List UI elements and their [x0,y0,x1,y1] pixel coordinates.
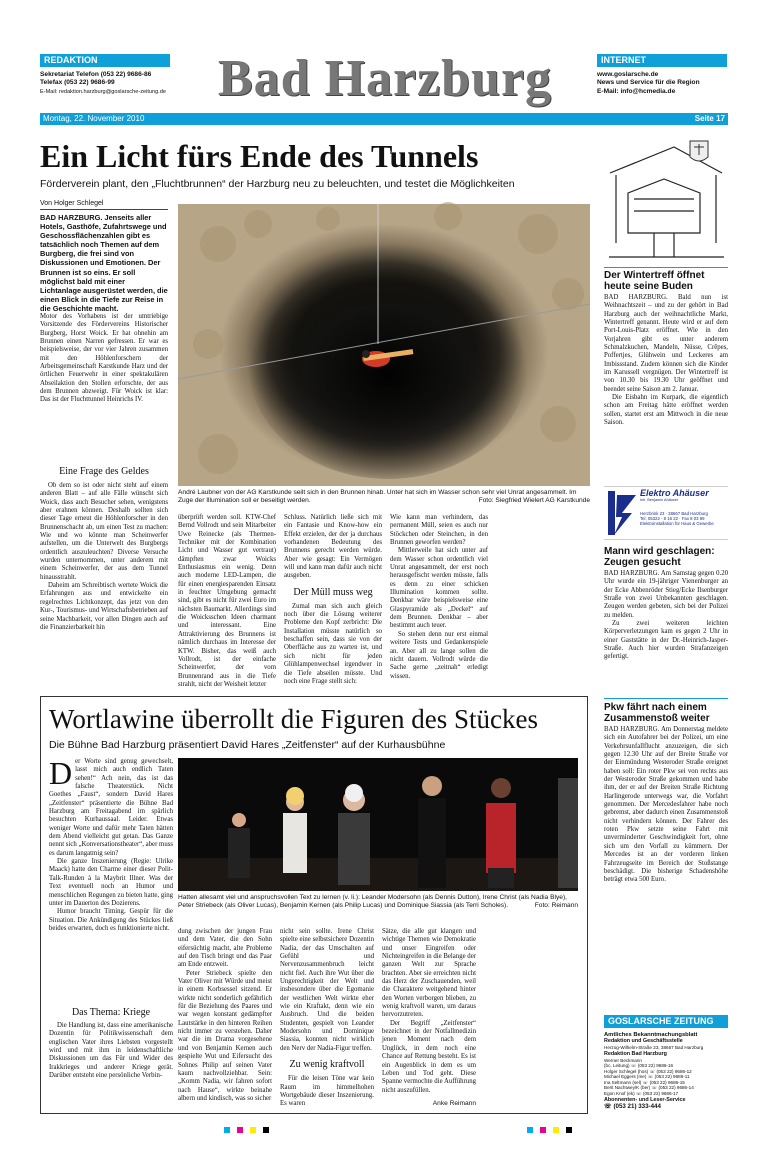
redaktion-line: Sekretariat Telefon (053 22) 9686-86 [40,71,152,78]
author-reimann: Anke Reimann [432,1100,476,1107]
actor-2 [283,787,307,873]
subheading-kraftvoll: Zu wenig kraftvoll [289,1059,365,1071]
lightning-logo-icon [608,491,638,535]
article1-col1b: Ob dem so ist oder nicht steht auf einem anderen Blatt – auf alle Fälle wünscht sich Woick, dass auch Besucher sehen, wenigstens aber erahnen können. Deshalb sollten sich dieser Tage erneut die Höhlenforscher in den Brunnenschacht ab, um einen Test zu machen: Wie und wo könnte man Scheinwerfer aufstellen, um die Unterwelt des Burgbergs ordentlich auszuleuchten? Diverse Versuche wurden unternommen, unter anderem mit einem Scheinwerfer, der aus dem Tunnel hinausstrahlt. Daheim am Schreibtisch wertete Woick die Erfahrungen aus und entwickelte ein regelrechtes Lichtkonzept, das jetzt von den Kur-, Tourismus- und Wirtschaftsbetrieben auf seine Machbarkeit, vor allen Dingen auch auf die Finanzierbarkeit hin [40,482,168,631]
actor-5 [486,778,516,888]
magenta-mark [237,1127,243,1133]
yellow-mark [250,1127,256,1133]
headline-mann: Mann wird geschlagen: Zeugen gesucht [604,546,715,568]
news-mann-geschlagen [604,546,728,696]
article2-col1: D er Worte sind genug gewechselt, lasst mich auch endlich Taten sehen!“ Ach nein, das ist das falsche Theaterstück. Nicht Goethes „Faust“, sondern David Hares „Zeitfenster“ präsentierte die Bühne Bad Harzburg am Freitagabend im spärlich besuchten Kurhaussaal. Leider. Etwas weniger Worte und dafür mehr Taten hätten dem Abend vielleicht gut getan. Das Ganze nennt sich „Konversationstheater“, aber muss es darum langatmig sein? Die ganze Inszenierung (Regie: Ulrike Maack) hatte den Charme einer dieser Polit-Talk-Runden à la Maybrit Illner. Was der Text eventuell noch an Humor und menschlichen Regungen zu bieten hatte, ging unter im Dauerton des Dozierens. Humor braucht Timing, Gespür für die Situation. Die Ankündigung des Stückes ließ beides erwarten, doch es funktionierte nicht. [49,755,174,932]
actor-4 [418,776,446,888]
magenta-mark [540,1127,546,1133]
wintertreff-drawing [604,133,728,263]
photo-caption-well: André Laubner von der AG Karstkunde seilt sich in den Brunnen hinab. Unter hat sich im Wasser schon sehr viel Unrat angesammelt. Im Zuge der Illumination soll er beseitigt werden. Foto: Siegfried Wielert AG Karstkunde [178,489,590,504]
subhead-tunnel: Förderverein plant, den „Fluchtbrunnen“ der Harzburg neu zu beleuchten, und testet die Möglichkeiten [40,178,515,190]
internet-line: www.goslarsche.de [597,71,659,78]
subheading-geld: Eine Frage des Geldes [59,466,149,477]
subhead-theater: Die Bühne Bad Harzburg präsentiert David Hares „Zeitfenster“ auf der Kurhausbühne [49,739,446,751]
internet-tag: INTERNET [597,54,727,67]
sidebar-illustration [604,133,728,263]
dropcap: D [49,755,73,791]
cyan-mark [224,1127,230,1133]
internet-contact [597,71,737,96]
yellow-mark [553,1127,559,1133]
headline-pkw: Pkw fährt nach einem Zusammenstoß weiter [604,702,710,724]
news-pkw [604,702,728,1014]
cyan-mark [527,1127,533,1133]
headline-theater: Wortlawine überrollt die Figuren des Stückes [49,704,538,734]
text-wintertreff: BAD HARZBURG. Bald nun ist Weihnachtszeit – und zu der gehört in Bad Harzburg auch der weihnachtliche Markt, Wintertreff genannt. Heute wird er auf dem Port-Louis-Platz eröffnet. Wie in den Vorjahren gibt es unter anderem Schmalzkuchen, Mandeln, Nüsse, Crêpes, Poffertjes, Glühwein und Leckeres am Imbissstand. Zudem können sich die Kinder im Karussell vergnügen. Der Wintertreff ist von 10.30 bis 19.30 Uhr geöffnet und beendet seine Saison am 2. Januar. Die Eisbahn im Kurpark, die eigentlich schon am Freitag hätte eröffnet werden sollen, startet erst am Mittwoch in die neue Saison. [604,294,728,427]
internet-line: News und Service für die Region [597,79,700,87]
redaktion-contact [40,71,210,96]
headline-tunnel: Ein Licht fürs Ende des Tunnels [40,138,479,174]
ad-subtitle: Inh. Benjamin Ahäuser [640,498,679,502]
news-wintertreff [604,270,728,482]
ad-details: Herzbrink 23 · 38667 Bad Harzburg Tel. 05322 - 8 16 22 · Fax 8 03 99 Elektroinstallation für Haus & Gewerbe [640,511,714,527]
redaktion-line: E-Mail: redaktion.harzburg@goslarsche-zeitung.de [40,88,167,95]
date-bar [40,113,728,125]
redaktion-tag: REDAKTION [40,54,170,67]
article1-col3: Schluss. Natürlich ließe sich mit ein Fantasie und Know-how ein Effekt erzielen, der der ja durchaus vorhandenen Bedeutung des Brunnens gerecht werden würde. Aber wie gesagt: Ein Vermögen will und kann man dafür auch nicht ausgeben. Der Müll muss weg Zumal man sich auch gleich noch über die Lösung weiterer Probleme den Kopf zerbricht: Die Installation müsste natürlich so beschaffen sein, dass sie von der Oberfläche aus zu warten ist, und sich nicht für jeden Glühlampenwechsel irgendwer in die Tiefe abseilen müsste. Und noch eine Frage stellt sich: [284,514,382,685]
article2-col1b: Die Handlung ist, dass eine amerikanische Dozentin für Politikwissenschaft dem englischen Vater ihres Liebsten vorgestellt wird und mit ihm in leidenschaftliche Diskussionen um das Für und Wider des Irakkrieges und anderer Kriege gerät. Darüber entsteht eine persönliche Verbin- [49,1022,173,1080]
article2-col4: Sätze, die alle gut klangen und wichtige Themen wie Demokratie und unser Eingreifen oder Nichteingreifen in die Belange der ganzen Welt zur Sprache brachten. Aber sie erreichten nicht das Herz der Zuschauenden, weil die Charaktere weitgehend hinter den Worten verborgen blieben, zu wenig kraftvoll waren, um daraus hervorzutreten. Der Begriff „Zeitfenster“ bezeichnet in der Notfallmedizin jenen Moment nach dem Unglück, in dem noch eine Chance auf Rettung besteht. Es ist ein Augenblick in dem es um Leben und Tod geht. Diese Spanne vermochte die Aufführung nicht auszufüllen. [382,928,476,1094]
article1-col4: Wie kann man verhindern, das permanent Müll, seien es auch nur Stöckchen oder Steinchen, in den Brunnen geworfen werden? Mittlerweile hat sich unter auf dem Wasser schon ordentlich viel Unrat angesammelt, der erst noch herausgefischt werden müsste, falls es denn zu einer schicken Illumination kommen sollte. Denkbar wäre beispielsweise eine Glaspyramide als „Deckel“ auf dem Brunnen. Denkbar – aber bestimmt auch teuer. So stehen denn nur erst einmal weitere Tests und Gedankenspiele an. Aber all zu lange sollen die nicht dauern. Vollrodt würde die Sache gerne „zeitnah“ erledigt wissen. [390,514,488,680]
byline: Von Holger Schlegel [40,200,104,207]
print-registration-marks [223,1118,270,1137]
article1-col2: überprüft werden soll. KTW-Chef Bernd Vollrodt und sein Mitarbeiter Uwe Reinecke (als Thermen-Techniker mit der Kombination Licht und Wasser gut vertraut) dämpften zwar Woicks Enthusiasmus ein wenig. Denn auch moderne LED-Lampen, die für einen energiesparenden Einsatz in feuchter Umgebung gemacht sind, gibt es nicht für zwei Euro im nächsten Baumarkt. Allerdings sind die Woicksschen Ideen charmant und interessant. Eine Attraktivierung des Brunnens ist nämlich durchaus im Interesse der KTW. Bisher, das weiß auch Vollrodt, ist der einfache Scheinwerfer, der vom Brunnenrand aus in die Tiefe strahlt, nicht der Weisheit letzter [178,514,276,688]
article2-col2: dung zwischen der jungen Frau und dem Vater, die den Sohn eifersüchtig macht, alte Probleme auf den Tisch bringt und das Paar am Ende entzweit. Peter Striebeck spielte den Vater Oliver mit Würde und meist in einem Korbsessel sitzend. Er wirkte nicht sonderlich gefährlich für die Beziehung des Paares und war wegen konstant gedämpfter Lautstärke in den hinteren Reihen nicht immer zu verstehen. Daher war die im Drama vorgesehene und von Benjamin Kernen auch gespielte Wut und Eifersucht des Sohnes Philip auf seinen Vater kaum nachvollziehbar. Sein: „Komm Nadia, wir fahren sofort nach Hause“, wirkte beinahe albern und kindisch, was so sicher [178,928,272,1102]
black-mark [263,1127,269,1133]
black-mark [566,1127,572,1133]
imprint: Amtliches Bekanntmachungsblatt Redaktion und Geschäftsstelle Herzog-Wilhelm-Straße 23, 38667 Bad Harzburg Redaktion Bad Harzburg Werner Beckmann (bc, Leitung) ☏ (053 22) 9686-16 Holger Schlegel (hos) ☏ (053 22) 9686-12 Michael Eggers (me) ☏ (053 22) 9686-11 Ina Seltmann (sel) ☏ (053 22) 9686-15 Berit Nachtwey/K (ber) ☏ (053 22) 9686-14 Egon Knof (ek) ☏ (053 22) 9686-17 Abonnenten- und Leser-Service ☏ (053 21) 333-444 [604,1032,704,1111]
headline-wintertreff: Der Wintertreff öffnet heute seine Buden [604,270,705,292]
text-mann: BAD HARZBURG. Am Samstag gegen 0.20 Uhr wurde ein 19-jähriger Vienenburger an der Ecke Abbenröder Stieg/Ecke Ilsenburger Straße von zwei Unbekannten geschlagen. Zeugen werden gebeten, sich bei der Polizei zu melden. Zu zwei weiteren leichten Körperverletzungen kam es gegen 2 Uhr in einer Gaststätte in der Dr.-Heinrich-Jasper-Straße. Auch hier wurden Strafanzeigen gefertigt. [604,570,728,661]
stage-illustration [178,758,578,891]
subheading-muell: Der Müll muss weg [293,586,373,598]
photo-well [178,204,590,486]
masthead: Bad Harzburg [217,50,553,107]
crest-icon [690,141,708,161]
actor-3 [338,784,370,885]
well-illustration [178,204,590,486]
photo-stage [178,758,578,891]
subheading-kriege: Das Thema: Kriege [71,1007,151,1018]
print-registration-marks-right [526,1118,573,1137]
photo-caption-stage: Hatten allesamt viel und anspruchsvollen Text zu lernen (v. li.): Leander Modersohn (als Dennis Dutton), Irene Christ (als Nadia Blye), Peter Striebeck (als Oliver Lucas), Benjamin Kernen (als Philip Lucas) und Dominique Siassia (als Terri Scholes). Foto: Reimann [178,894,578,909]
ad-elektro-ahaeuser[interactable] [604,486,728,540]
redaktion-line: Telefax (053 22) 9686-99 [40,79,115,87]
page-number: Seite 17 [694,114,725,123]
actor-1 [228,813,250,878]
goslarsche-zeitung-tag: GOSLARSCHE ZEITUNG [604,1015,728,1028]
text-pkw: BAD HARZBURG. Am Donnerstag meldete sich ein Autofahrer bei der Polizei, um eine Verkehrsunfallflucht anzuzeigen, die sich gegen 12.30 Uhr auf der Breite Straße vor der Einmündung Westeroder Straße ereignet haben soll: Ein roter Pkw sei von rechts aus der Westeroder Straße gekommen und habe ihm, der er auf der Breiten Straße Richtung Harlingerode unterwegs war, die Vorfahrt genommen. Der Mercedesfahrer habe noch gebremst, aber dadurch einen Zusammenstoß nicht verhindern können. Der Fahrer des roten Pkw setzte seine Fahrt mit unverminderter Geschwindigkeit fort, ohne sich um den Vorfall zu kümmern. Der Mercedes ist an der vorderen linken Fahrzeugseite im Bereich der Stoßstange beschädigt. Die bisherige Schadenshöhe beträgt etwa 500 Euro. [604,726,728,884]
article2-col3: nicht sein sollte. Irene Christ spielte eine selbstsichere Dozentin Nadia, der das Umschalten auf Gefühl und Nervenzusammenbruch leicht nicht fiel. Auch ihre Wut über die Ungerechtigkeit der Welt und insbesondere über die Egomanie der westlichen Welt wirkte eher wie ein Kraftakt, denn wie ein Ausbruch. Und die beiden Studenten, gespielt von Leander Modersohn und Dominique Siassia, konnten nicht wirklich den Nerv der Nadia-Figur treffen. Zu wenig kraftvoll Für die leisen Töne war kein Raum im himmelhohen Wortgebäude dieser Inszenierung. Es waren [280,928,374,1108]
internet-line: E-Mail: info@hcmedia.de [597,87,676,95]
article1-col1: Motor des Vorhabens ist der umtriebige Vorsitzende des Fördervereins Historischer Burgberg, Horst Woick. Er hat ohnehin am Brunnen einen Narren gefressen. Er war es beispielsweise, der vor vier Jahren zusammen mit den Höhlenforschern der Arbeitsgemeinschaft Karstkunde Harz und der örtlichen Feuerwehr in einer spektakulären Abseilaktion den Stollen erforschte, der aus dem Brunnen abzweigt. Für Woick ist klar: Das ist der Fluchttunnel Heinrichs IV. [40,313,168,404]
article1-lead: BAD HARZBURG. Jenseits aller Hotels, Gasthöfe, Zufahrtswege und Geschossflächenzahlen gibt es tatsächlich noch Themen auf dem Burgberg, die frei sind von Diskussionen und Emotionen. Der Brunnen ist so eins. Er soll möglichst bald mit einer Lichtanlage ausgerüstet werden, die einen Blick in die Tiefe zur Reise in die Geschichte macht. [40,213,168,313]
issue-date: Montag, 22. November 2010 [43,114,145,123]
ad-name: Elektro Ahäuser [640,488,709,498]
